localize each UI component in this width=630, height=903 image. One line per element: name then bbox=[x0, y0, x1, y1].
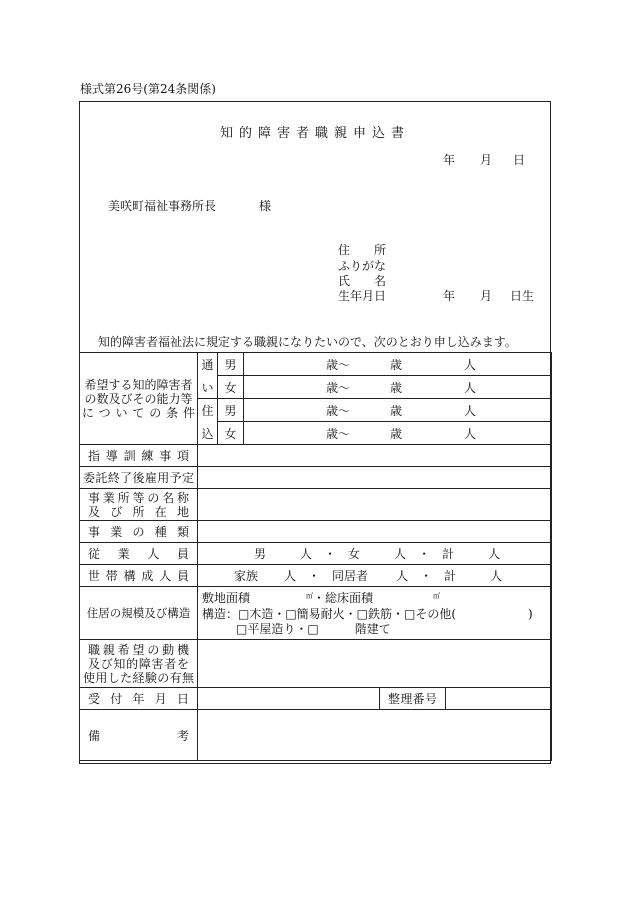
date-day: 日 bbox=[513, 153, 526, 167]
addressee-office: 美咲町福祉事務所長 bbox=[108, 199, 217, 213]
commute-label: 通 い bbox=[198, 353, 218, 399]
commute-female-label: 女 bbox=[218, 376, 244, 399]
birth-day: 日生 bbox=[510, 289, 535, 303]
business-field[interactable] bbox=[198, 521, 552, 543]
employment-field[interactable] bbox=[198, 467, 552, 489]
live-in-label: 住 込 bbox=[198, 399, 218, 445]
household-field[interactable]: 家族 人 ・ 同居者 人 ・ 計 人 bbox=[198, 565, 552, 587]
business-label: 事業の種類 bbox=[80, 521, 198, 543]
applicant-birthdate-label: 生年月日 bbox=[338, 289, 387, 303]
remarks-field[interactable] bbox=[198, 710, 552, 761]
motive-label: 職親希望の動機 及び知的障害者を 使用した経験の有無 bbox=[80, 640, 198, 688]
commute-female-condition[interactable]: 歳〜 歳 人 bbox=[244, 376, 552, 399]
training-label: 指導訓練事項 bbox=[80, 445, 198, 467]
form-id: 様式第26号(第24条関係) bbox=[80, 82, 216, 96]
live-in-male-condition[interactable]: 歳〜 歳 人 bbox=[244, 399, 552, 422]
live-in-female-label: 女 bbox=[218, 422, 244, 445]
housing-label: 住居の規模及び構造 bbox=[80, 587, 198, 640]
receipt-label: 受付年月日 bbox=[80, 688, 198, 710]
office-field[interactable] bbox=[198, 489, 552, 521]
household-label: 世帯構成人員 bbox=[80, 565, 198, 587]
form-title: 知的障害者職親申込書 bbox=[219, 126, 410, 141]
employment-label: 委託終了後雇用予定 bbox=[80, 467, 198, 489]
applicant-address-label: 住 所 bbox=[338, 243, 387, 257]
housing-field[interactable]: 敷地面積 ㎡ ・総床面積 ㎡ 構造：□木造・□簡易耐火・□鉄筋・□その他( ) □平屋造り・□ 階建て bbox=[198, 587, 552, 640]
remarks-label: 備 考 bbox=[80, 710, 198, 761]
live-in-female-condition[interactable]: 歳〜 歳 人 bbox=[244, 422, 552, 445]
ref-number-label: 整理番号 bbox=[380, 688, 446, 710]
employees-field[interactable]: 男 人 ・ 女 人 ・ 計 人 bbox=[198, 543, 552, 565]
date-month: 月 bbox=[480, 153, 493, 167]
commute-male-condition[interactable]: 歳〜 歳 人 bbox=[244, 353, 552, 376]
application-statement: 知的障害者福祉法に規定する職親になりたいので、次のとおり申し込みます。 bbox=[98, 335, 517, 349]
live-in-male-label: 男 bbox=[218, 399, 244, 422]
addressee-honorific: 様 bbox=[259, 199, 272, 213]
receipt-date-field[interactable] bbox=[198, 688, 380, 710]
birth-year: 年 bbox=[443, 289, 456, 303]
ref-number-field[interactable] bbox=[446, 688, 552, 710]
office-label: 事業所等の名称 及び所在地 bbox=[80, 489, 198, 521]
commute-male-label: 男 bbox=[218, 353, 244, 376]
training-field[interactable] bbox=[198, 445, 552, 467]
employees-label: 従業人員 bbox=[80, 543, 198, 565]
application-table bbox=[79, 352, 552, 761]
birth-month: 月 bbox=[480, 289, 493, 303]
applicant-name-label: 氏 名 bbox=[338, 274, 387, 288]
motive-field[interactable] bbox=[198, 640, 552, 688]
applicant-furigana-label: ふりがな bbox=[338, 259, 387, 273]
date-year: 年 bbox=[443, 153, 456, 167]
conditions-label: 希望する知的障害者 の数及びその能力等 についての条件 bbox=[80, 353, 198, 445]
